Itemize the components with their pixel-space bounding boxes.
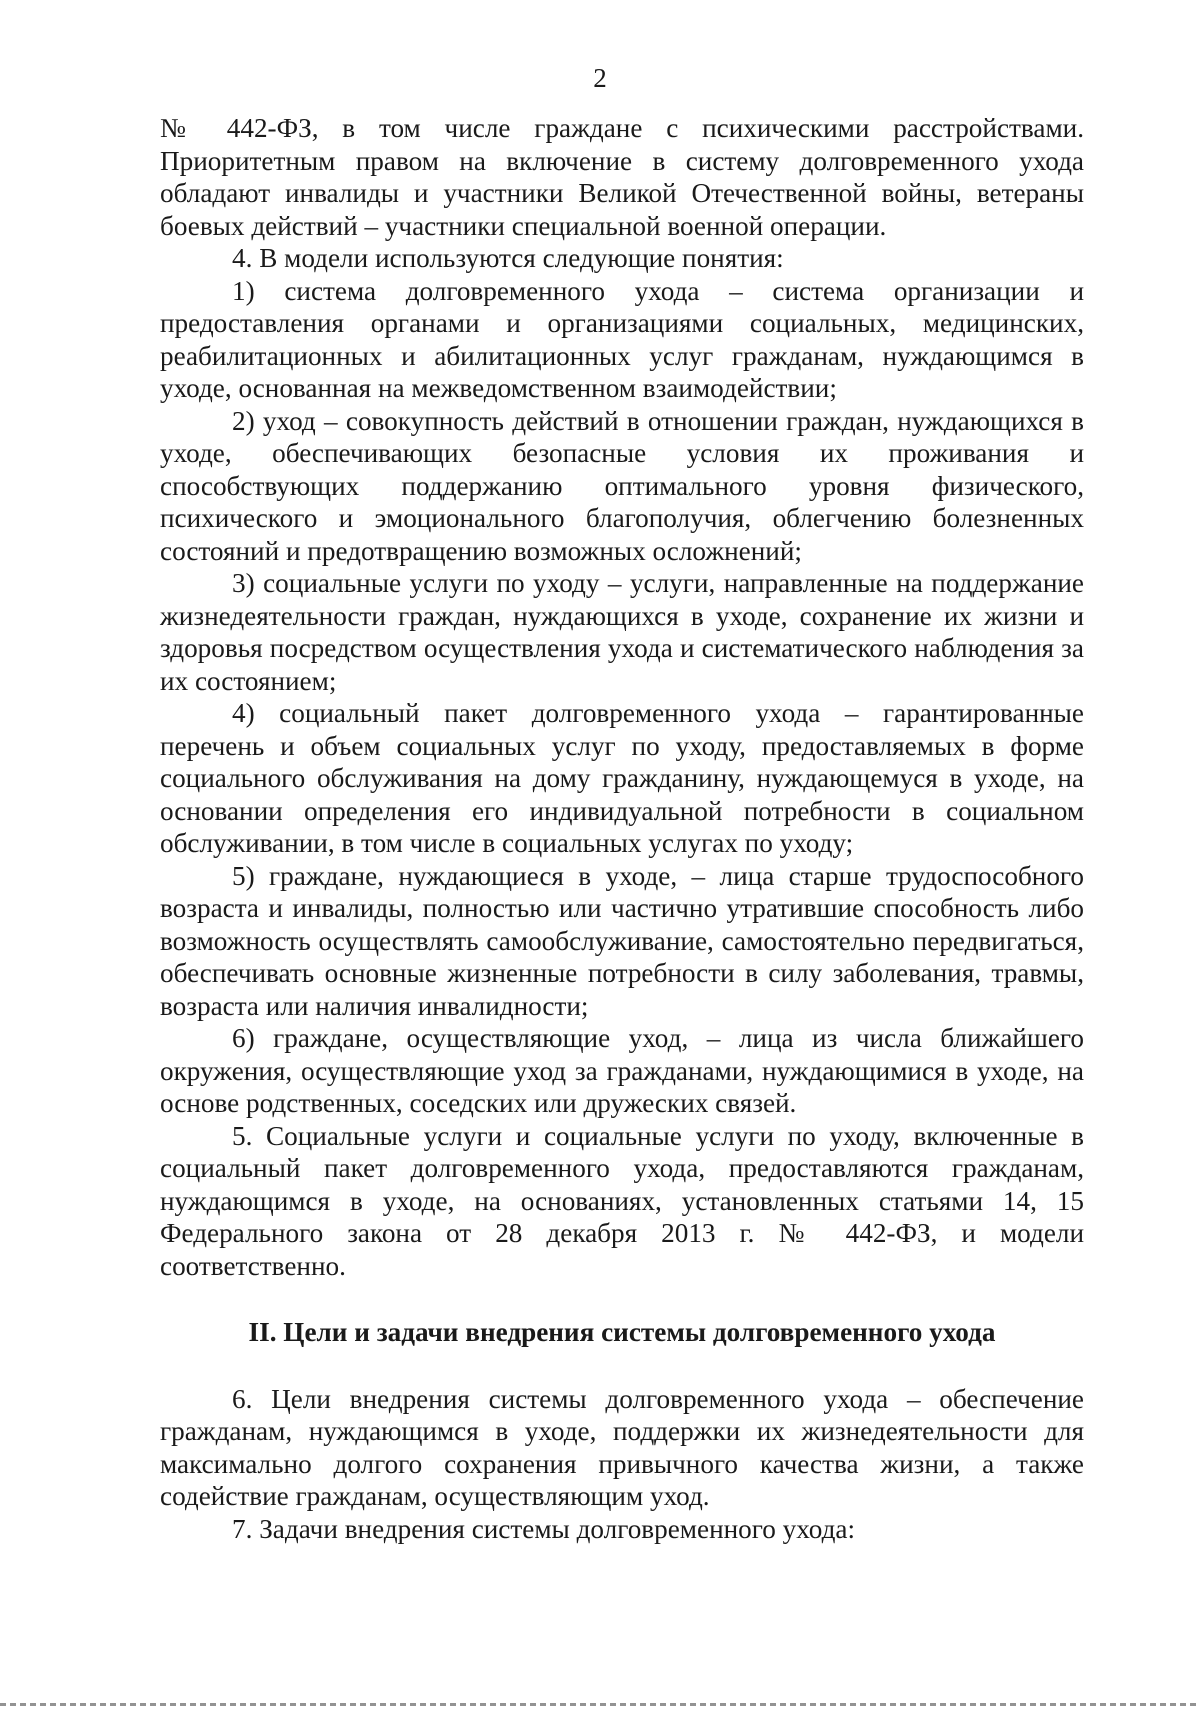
paragraph-item-7: 7. Задачи внедрения системы долговременного ухода: <box>232 1513 856 1544</box>
document-body <box>160 112 1084 1545</box>
paragraph-continuation: № 442-ФЗ, в том числе граждане с психическими расстройствами. Приоритетным правом на включение в систему долговременного ухода обладают инвалиды и участники Великой Отечественной войны, ветераны боевых действий – участники специальной военной операции. <box>160 113 1084 241</box>
paragraph-definition-5: 5) граждане, нуждающиеся в уходе, – лица старше трудоспособного возраста и инвалиды, полностью или частично утратившие способность либо возможность осуществлять самообслуживание, самостоятельно передвигаться, обеспечивать основные жизненные потребности в силу заболевания, травмы, возраста или наличия инвалидности; <box>160 860 1084 1021</box>
scan-edge-line <box>0 1703 1200 1706</box>
paragraph-definition-3: 3) социальные услуги по уходу – услуги, направленные на поддержание жизнедеятельности граждан, нуждающихся в уходе, сохранение их жизни и здоровья посредством осуществления ухода и систематического наблюдения за их состоянием; <box>160 568 1084 696</box>
paragraph-item-4: 4. В модели используются следующие понятия: <box>232 243 784 273</box>
paragraph-definition-1: 1) система долговременного ухода – система организации и предоставления органами и организациями социальных, медицинских, реабилитационных и абилитационных услуг гражданам, нуждающимся в уходе, основанная на межведомственном взаимодействии; <box>160 275 1084 403</box>
paragraph-item-5: 5. Социальные услуги и социальные услуги по уходу, включенные в социальный пакет долговременного ухода, предоставляются гражданам, нуждающимся в уходе, на основаниях, установленных статьями 14, 15 Федерального закона от 28 декабря 2013 г. № 442-ФЗ, и модели соответственно. <box>160 1120 1084 1281</box>
paragraph-definition-6: 6) граждане, осуществляющие уход, – лица из числа ближайшего окружения, осуществляющие уход за гражданами, нуждающимися в уходе, на основе родственных, соседских или дружеских связей. <box>160 1023 1084 1118</box>
page-number: 2 <box>593 63 607 93</box>
paragraph-item-6: 6. Цели внедрения системы долговременного ухода – обеспечение гражданам, нуждающимся в уходе, поддержки их жизнедеятельности для максимально долгого сохранения привычного качества жизни, а также содействие гражданам, осуществляющим уход. <box>160 1383 1084 1511</box>
paragraph-definition-4: 4) социальный пакет долговременного ухода – гарантированные перечень и объем социальных услуг по уходу, предоставляемых в форме социального обслуживания на дому гражданину, нуждающемуся в уходе, на основании определения его индивидуальной потребности в социальном обслуживании, в том числе в социальных услугах по уходу; <box>160 698 1084 858</box>
paragraph-definition-2: 2) уход – совокупность действий в отношении граждан, нуждающихся в уходе, обеспечивающих безопасные условия их проживания и способствующих поддержанию оптимального уровня физического, психического и эмоционального благополучия, облегчению болезненных состояний и предотвращению возможных осложнений; <box>160 405 1084 566</box>
section-heading: II. Цели и задачи внедрения системы долговременного ухода <box>248 1317 996 1347</box>
